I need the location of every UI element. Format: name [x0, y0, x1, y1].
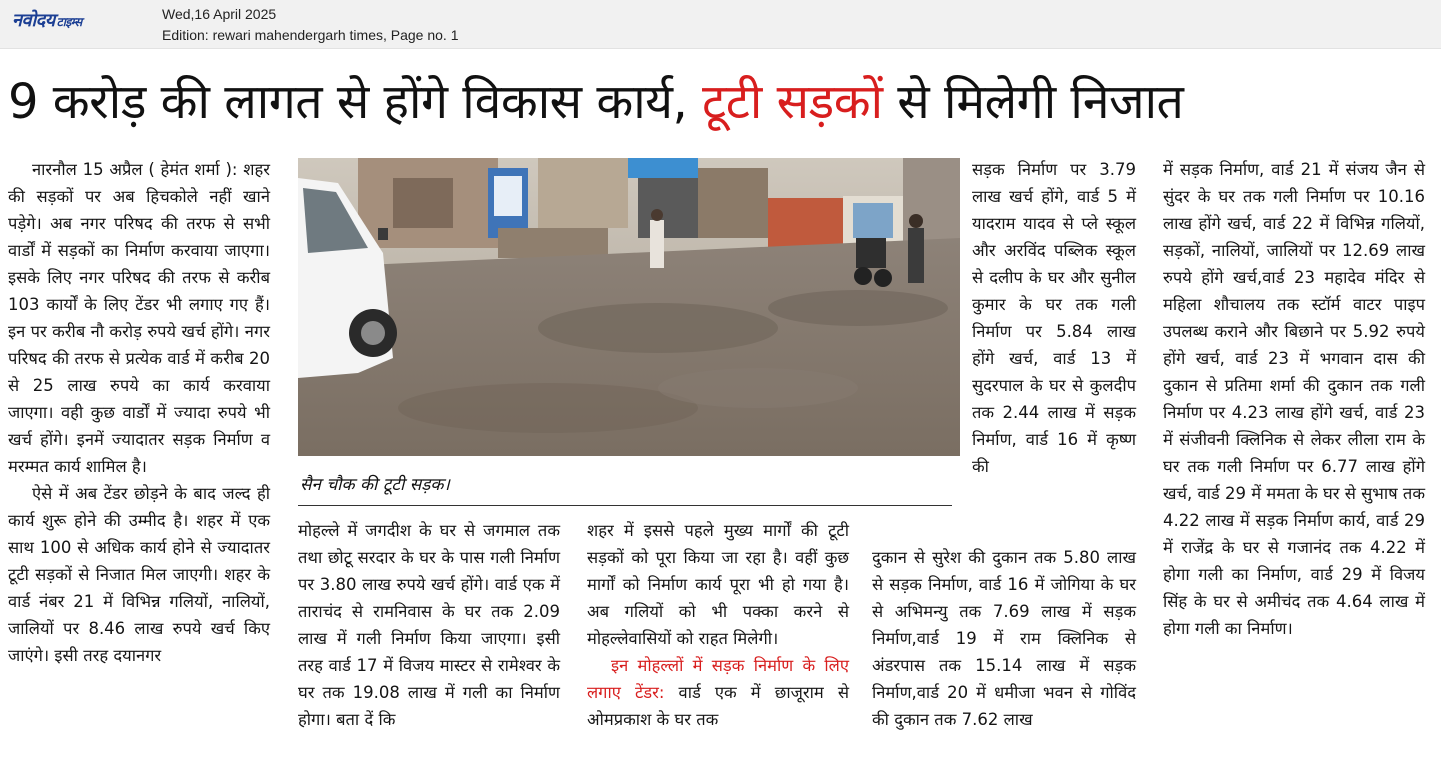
- tender-subheading: इन मोहल्लों में सड़क निर्माण के लिए लगाए टेंडर:: [587, 656, 849, 702]
- epaper-header-bar: [0, 0, 1441, 49]
- column-1-paragraph-1: नारनौल 15 अप्रैल ( हेमंत शर्मा ): शहर की सड़कों पर अब हिचकोले नहीं खाने पड़ेगे। अब नगर परिषद की तरफ से सभी वार्डों में सड़कों का निर्माण करवाया जाएगा। इसके लिए नगर परिषद की तरफ से करीब 103 कार्यों के लिए टेंडर भी लगाए गए हैं। इन पर करीब नौ करोड़ रुपये खर्च होंगे। नगर परिषद की तरफ से प्रत्येक वार्ड में करीब 20 से 25 लाख रुपये का कार्य करवाया जाएगा। वही कुछ वार्डों में ज्यादा रुपये भी खर्च होंगे। इनमें ज्यादातर सड़क निर्माण व मरम्मत कार्य शामिल है।: [8, 160, 270, 476]
- column-3-tender-paragraph: [587, 652, 849, 733]
- article-column-5: [1163, 156, 1425, 642]
- headline-part-2: से मिलेगी निजात: [882, 74, 1184, 130]
- column-3-paragraph: शहर में इससे पहले मुख्य मार्गों की टूटी सड़कों को पूरा किया जा रहा है। वहीं कुछ मार्गों को निर्माण कार्य पूरा भी हो गया है। अब गलियों को भी पक्का करने से मोहल्लेवासियों को राहत मिलेगी।: [587, 521, 849, 648]
- tender-subheading-continuation: वार्ड एक में छाजूराम से ओमप्रकाश के घर तक: [587, 683, 849, 729]
- newspaper-logo[interactable]: [12, 8, 82, 32]
- column-4-bottom-paragraph: दुकान से सुरेश की दुकान तक 5.80 लाख से सड़क निर्माण, वार्ड 16 में जोगिया के घर से अभिमन्यु तक 7.69 लाख में सड़क निर्माण,वार्ड 19 में राम क्लिनिक से अंडरपास तक 15.14 लाख में सड़क निर्माण,वार्ड 20 में धमीजा भवन से गोविंद की दुकान तक 7.62 लाख: [872, 548, 1136, 729]
- article-column-2: [298, 517, 560, 733]
- logo-main-text: नवोदय: [12, 10, 55, 31]
- logo-sub-text: टाइम्स: [56, 15, 82, 29]
- edition-page-label: Edition: rewari mahendergarh times, Page no. 1: [162, 27, 459, 43]
- photo-caption: सैन चौक की टूटी सड़क।: [300, 475, 450, 495]
- article-column-3: [587, 517, 849, 733]
- column-4-top-paragraph: सड़क निर्माण पर 3.79 लाख खर्च होंगे, वार्ड 5 में यादराम यादव से प्ले स्कूल और अरविंद पब्लिक स्कूल से दलीप के घर और सुनील कुमार के घर तक गली निर्माण पर 5.84 लाख होंगे खर्च, वार्ड 13 में सुदरपाल के घर से कुलदीप तक 2.44 लाख में सड़क निर्माण, वार्ड 16 में कृष्ण की: [972, 160, 1136, 476]
- article-photo[interactable]: [298, 158, 960, 456]
- headline-part-1: 9 करोड़ की लागत से होंगे विकास कार्य,: [8, 74, 703, 130]
- publication-date: Wed,16 April 2025: [162, 6, 277, 22]
- road-photo-illustration: [298, 158, 960, 456]
- article-headline: [8, 62, 1433, 142]
- column-2-paragraph: मोहल्ले में जगदीश के घर से जगमाल तक तथा छोटू सरदार के घर के पास गली निर्माण पर 3.80 लाख रुपये खर्च होंगे। वार्ड एक में ताराचंद से रामनिवास के घर तक 2.09 लाख में गली निर्माण किया जाएगा। इसी तरह वार्ड 17 में विजय मास्टर से रामेश्वर के घर तक 19.08 लाख में गली का निर्माण होगा। बता दें कि: [298, 521, 560, 729]
- article-column-4-bottom: [872, 544, 1136, 733]
- column-5-paragraph: में सड़क निर्माण, वार्ड 21 में संजय जैन से सुंदर के घर तक गली निर्माण पर 10.16 लाख होंगे खर्च, वार्ड 22 में विभिन्न गलियों, सड़कों, नालियों, जालियों पर 12.69 लाख रुपये होंगे खर्च,वार्ड 23 महादेव मंदिर से महिला शौचालय तक स्टॉर्म वाटर पाइप उपलब्ध कराने और बिछाने पर 5.92 रुपये होंगे खर्च, वार्ड 23 में भगवान दास की दुकान से प्रतिमा शर्मा की दुकान तक गली निर्माण पर 4.23 लाख होंगे खर्च, वार्ड 23 में संजीवनी क्लिनिक से लेकर लीला राम के घर तक गली निर्माण पर 6.77 लाख होंगे खर्च, वार्ड 29 में ममता के घर से सुभाष तक 4.22 लाख में सड़क निर्माण कार्य, वार्ड 29 में राजेंद्र के घर से गजानंद तक 4.22 में होगा गली का निर्माण, वार्ड 29 में विजय सिंह के घर से अमीचंद तक 4.64 लाख में होगा गली का निर्माण।: [1163, 160, 1425, 638]
- article-column-1: [8, 156, 270, 669]
- edition-info: [162, 4, 459, 46]
- headline-highlight: टूटी सड़कों: [702, 74, 883, 130]
- caption-divider: [298, 505, 952, 506]
- column-1-paragraph-2: ऐसे में अब टेंडर छोड़ने के बाद जल्द ही कार्य शुरू होने की उम्मीद है। शहर में एक साथ 100 से अधिक कार्य होने से ज्यादातर टूटी सड़कों से निजात मिल जाएगी। शहर के वार्ड नंबर 21 में विभिन्न गलियों, नालियों, जालियों पर 8.46 लाख रुपये खर्च किए जाएंगे। इसी तरह दयानगर: [8, 484, 270, 665]
- article-column-4-top: [972, 156, 1136, 480]
